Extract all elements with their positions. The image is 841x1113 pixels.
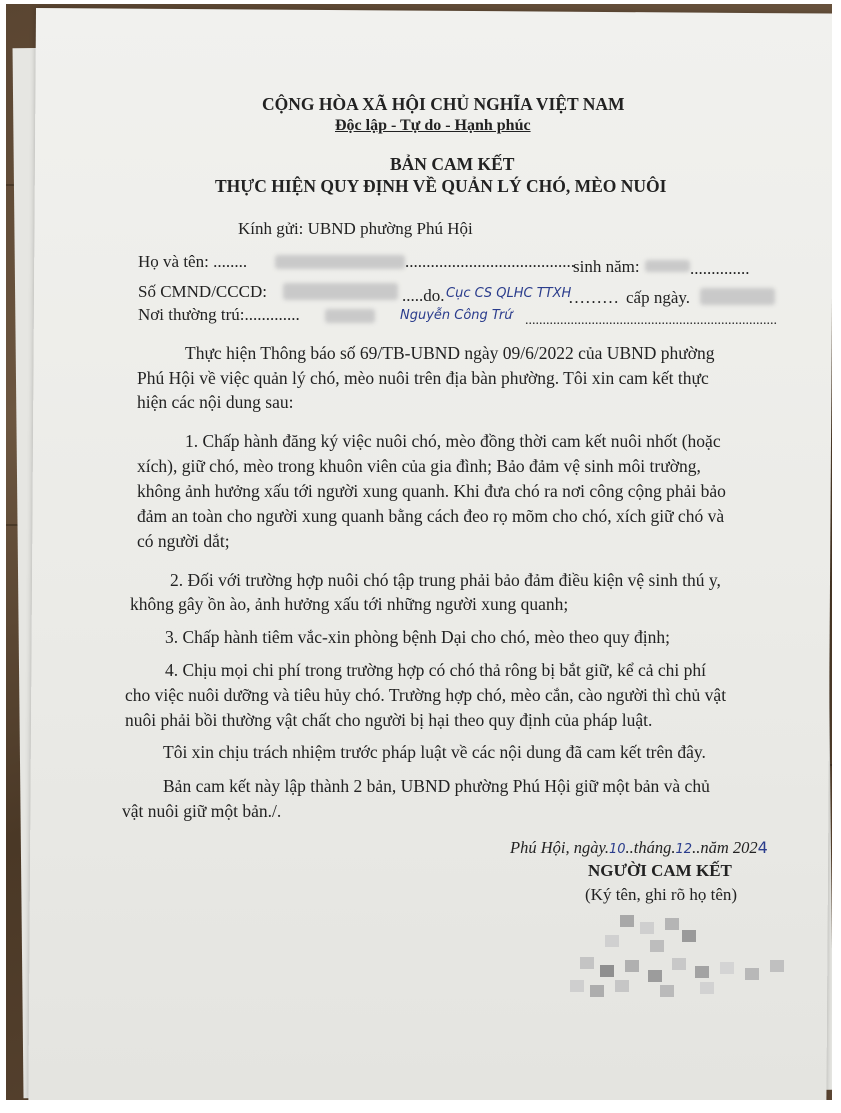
signer-note: (Ký tên, ghi rõ họ tên) xyxy=(585,885,738,904)
redacted-house-number xyxy=(325,309,375,323)
item-1-line: đảm an toàn cho người xung quanh bằng cách đeo rọ mõm cho chó, xích giữ chó và xyxy=(137,506,725,526)
item-1-line: 1. Chấp hành đăng ký việc nuôi chó, mèo đồng thời cam kết nuôi nhốt (hoặc xyxy=(185,431,721,451)
redacted-name xyxy=(275,255,405,269)
issued-by-handwritten: Cục CS QLHC TTXH xyxy=(446,286,572,301)
responsibility-statement: Tôi xin chịu trách nhiệm trước pháp luật về các nội dung đã cam kết trên đây. xyxy=(163,742,706,762)
handwritten-year-digit: 4 xyxy=(757,838,768,857)
copies-line: Bản cam kết này lập thành 2 bản, UBND phường Phú Hội giữ một bản và chủ xyxy=(163,776,710,796)
motto: Độc lập - Tự do - Hạnh phúc xyxy=(335,117,531,134)
intro-line: hiện các nội dung sau: xyxy=(137,392,294,412)
issue-date-label: cấp ngày. xyxy=(626,288,691,307)
month-prefix: ..tháng. xyxy=(625,838,676,857)
item-1-line: xích), giữ chó, mèo trong khuôn viên của gia đình; Bảo đảm vệ sinh môi trường, xyxy=(137,456,701,476)
residence-dots: ........................................................................ xyxy=(525,313,777,328)
redacted-birth-year xyxy=(645,260,690,272)
date-prefix: Phú Hội, ngày. xyxy=(510,838,609,857)
birth-year-label: sinh năm: xyxy=(573,257,640,276)
redacted-issue-date xyxy=(700,288,775,305)
id-number-label: Số CMND/CCCD: xyxy=(138,282,267,301)
year-prefix: ..năm 202 xyxy=(692,838,758,857)
document-title: BẢN CAM KẾT xyxy=(390,154,515,174)
handwritten-month: 12 xyxy=(675,842,693,857)
intro-line: Thực hiện Thông báo số 69/TB-UBND ngày 09/6/2022 của UBND phường xyxy=(185,343,715,363)
item-4-line: nuôi phải bồi thường vật chất cho người bị hại theo quy định của pháp luật. xyxy=(125,710,653,730)
country-heading: CỘNG HÒA XÃ HỘI CHỦ NGHĨA VIỆT NAM xyxy=(262,94,625,114)
handwritten-day: 10 xyxy=(609,842,626,857)
item-1-line: không ảnh hưởng xấu tới người xung quanh. Khi đưa chó ra nơi công cộng phải bảo xyxy=(137,481,726,501)
residence-handwritten: Nguyễn Công Trứ xyxy=(400,308,513,323)
name-dots: ........................................ xyxy=(405,252,575,271)
issued-by-label: .....do. xyxy=(402,286,445,305)
signer-title: NGƯỜI CAM KẾT xyxy=(588,861,732,880)
residence-label: Nơi thường trú:............. xyxy=(138,305,300,324)
birth-year-dots: .............. xyxy=(690,259,750,278)
item-3-line: 3. Chấp hành tiêm vắc-xin phòng bệnh Dại cho chó, mèo theo quy định; xyxy=(165,627,670,647)
item-4-line: cho việc nuôi dưỡng và tiêu hủy chó. Trường hợp chó, mèo cắn, cào người thì chủ vật xyxy=(125,685,727,705)
issued-dots: ……… xyxy=(568,288,619,307)
document-subtitle: THỰC HIỆN QUY ĐỊNH VỀ QUẢN LÝ CHÓ, MÈO NUÔI xyxy=(215,176,667,196)
recipient-line: Kính gửi: UBND phường Phú Hội xyxy=(238,219,473,238)
item-1-line: có người dắt; xyxy=(137,531,230,551)
intro-line: Phú Hội về việc quản lý chó, mèo nuôi trên địa bàn phường. Tôi xin cam kết thực xyxy=(137,368,709,388)
name-label: Họ và tên: ........ xyxy=(138,252,248,271)
redacted-id-number xyxy=(283,283,398,300)
signing-date xyxy=(510,840,768,857)
copies-line: vật nuôi giữ một bản./. xyxy=(122,801,282,821)
item-2-line: không gây ồn ào, ảnh hưởng xấu tới những người xung quanh; xyxy=(130,594,569,614)
item-2-line: 2. Đối với trường hợp nuôi chó tập trung phải bảo đảm điều kiện vệ sinh thú y, xyxy=(170,570,721,590)
item-4-line: 4. Chịu mọi chi phí trong trường hợp có chó thả rông bị bắt giữ, kể cả chi phí xyxy=(165,660,706,680)
